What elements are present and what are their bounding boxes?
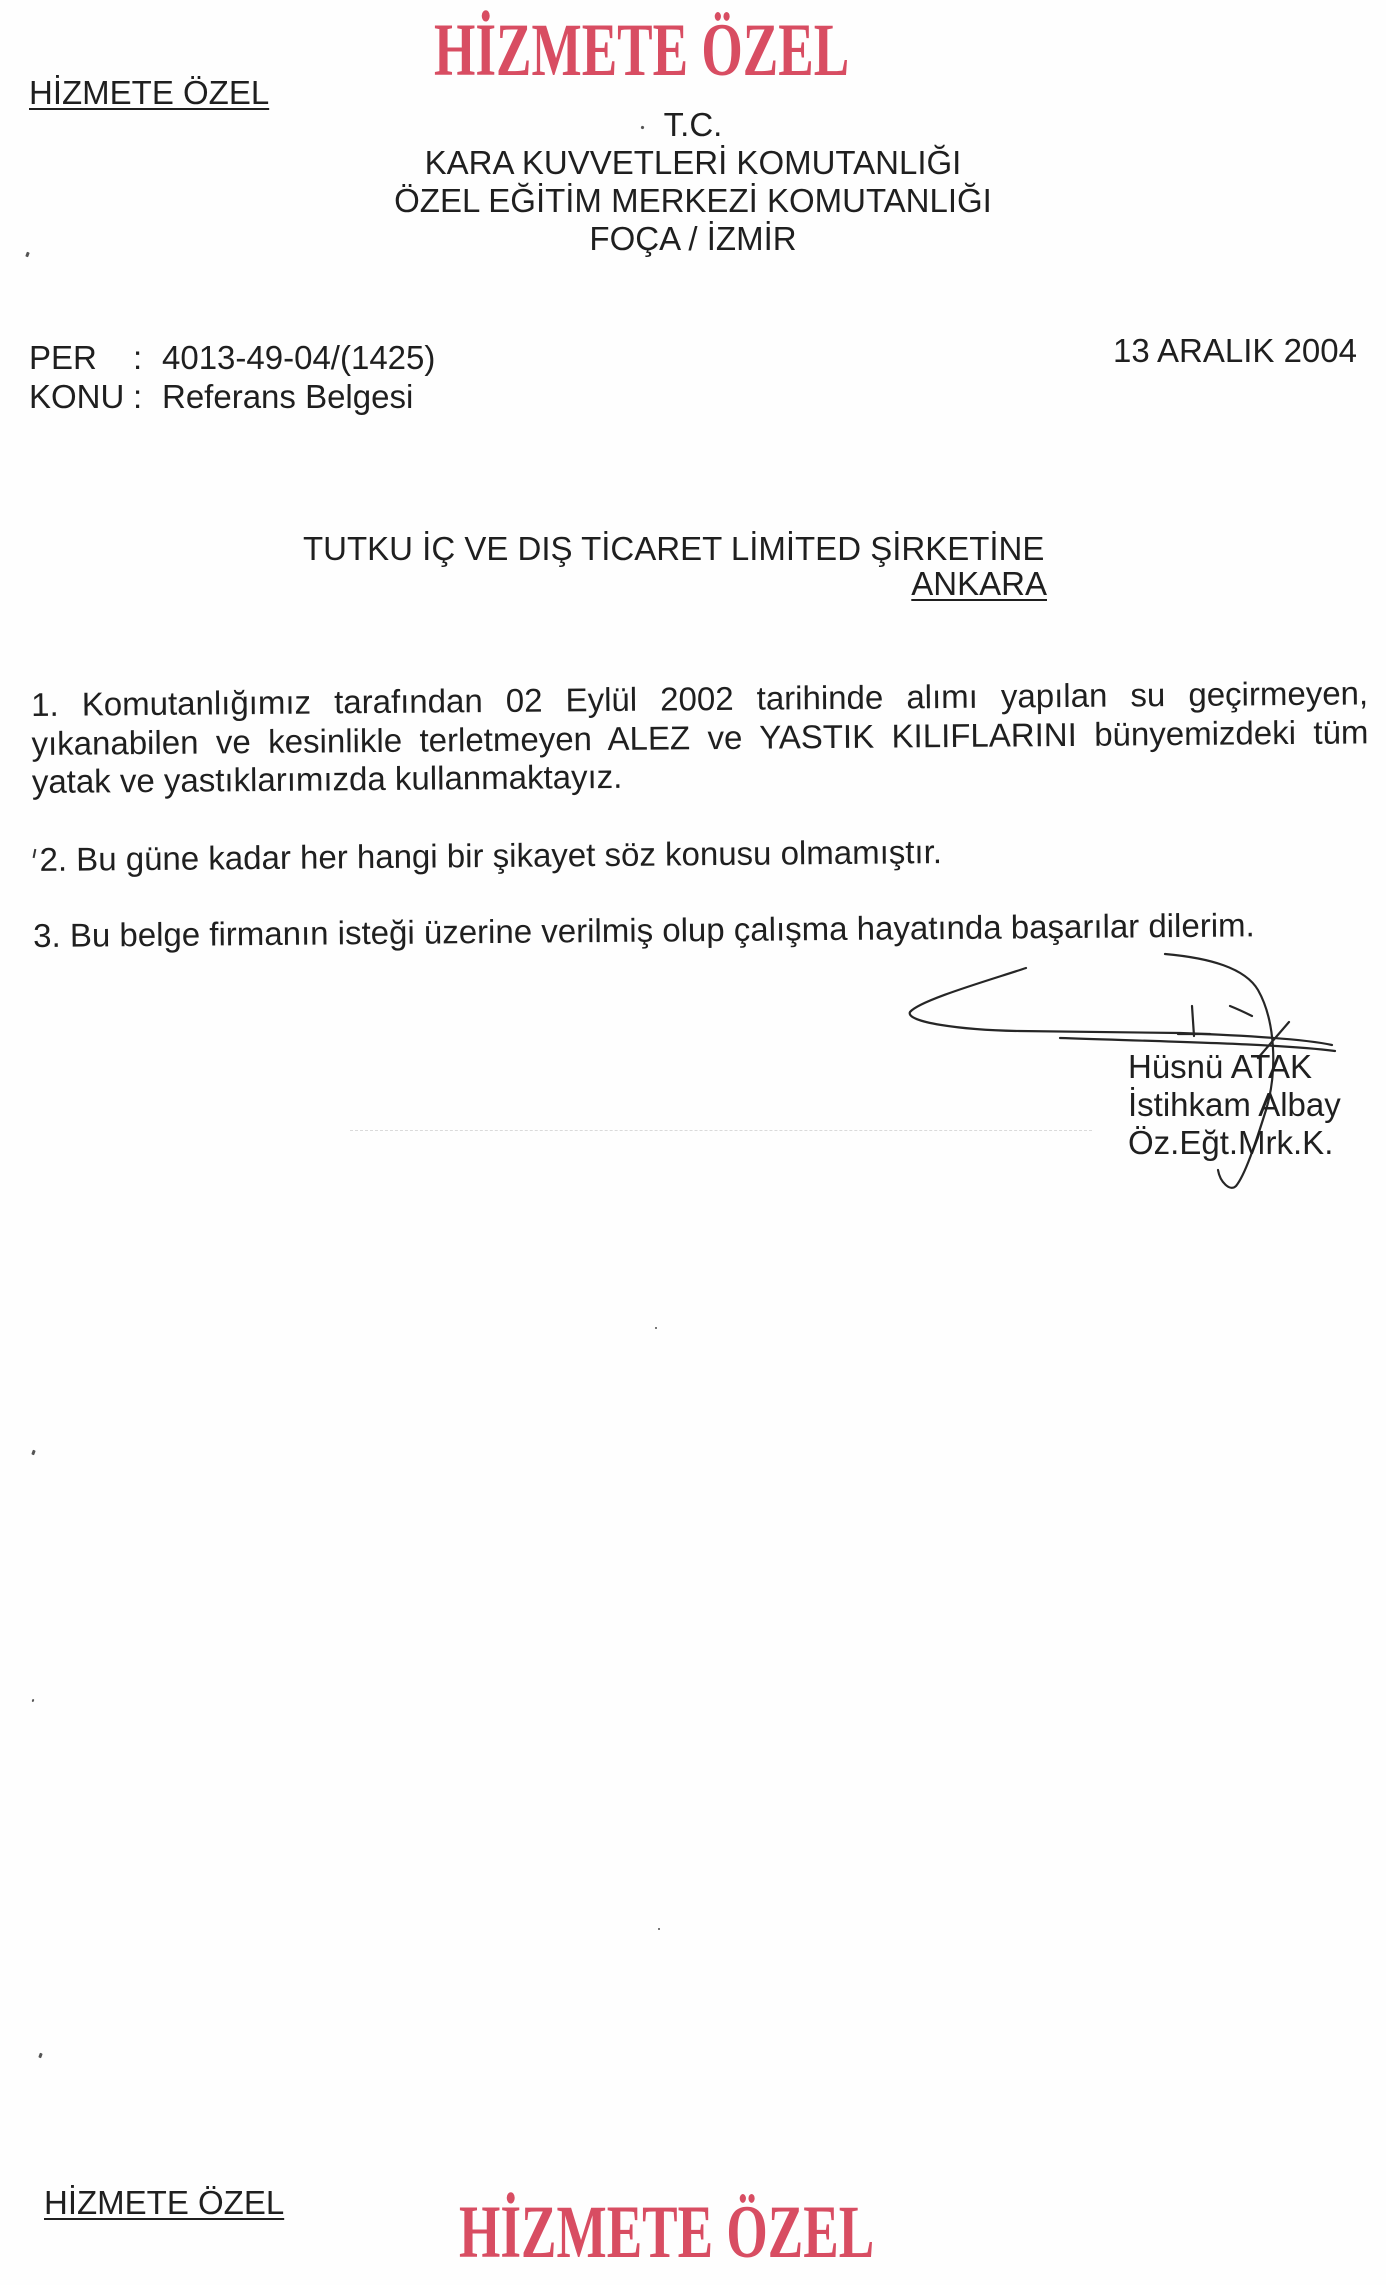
scan-speck (658, 1928, 661, 1931)
paragraph-1 (31, 674, 1369, 801)
scan-speck (38, 2053, 43, 2059)
classification-stamp-top: HİZMETE ÖZEL (434, 9, 850, 92)
letter-date: 13 ARALIK 2004 (1112, 332, 1357, 369)
letterhead-command: KARA KUVVETLERİ KOMUTANLIĞI (424, 144, 962, 181)
classification-label-top: HİZMETE ÖZEL (29, 74, 270, 111)
classification-stamp-bottom: HİZMETE ÖZEL (459, 2191, 875, 2274)
paragraph-1-line: 1. Komutanlığımız tarafından 02 Eylül 2002 tarihinde alımı yapılan su geçirmeyen, (31, 674, 1369, 724)
signature-stroke (1230, 1006, 1252, 1016)
paragraph-1-line: yıkanabilen ve kesinlikle terletmeyen ALEZ ve YASTIK KILIFLARINI bünyemizdeki tüm (31, 712, 1369, 762)
paragraph-2-text: 2. Bu güne kadar her hangi bir şikayet söz konusu olmamıştır. (39, 833, 943, 878)
letterhead-country: T.C. (663, 106, 723, 143)
letter-body (0, 0, 1386, 1000)
letterhead-location: FOÇA / İZMİR (589, 220, 797, 257)
signature-stroke (1192, 1006, 1194, 1036)
recipient-city: ANKARA (911, 565, 1047, 602)
reference-number-label: PER (29, 339, 97, 376)
signatory-name: Hüsnü ATAK (1128, 1048, 1313, 1085)
subject-label: KONU (29, 378, 125, 415)
reference-separator: : (133, 339, 143, 376)
signatory-rank: İstihkam Albay (1128, 1086, 1341, 1123)
subject-separator: : (133, 378, 143, 415)
scan-speck (31, 1450, 36, 1456)
scan-speck (655, 1327, 658, 1330)
scan-artifact-line (350, 1130, 1092, 1131)
recipient-name: TUTKU İÇ VE DIŞ TİCARET LİMİTED ŞİRKETİNE (303, 530, 1045, 567)
letterhead-unit: ÖZEL EĞİTİM MERKEZİ KOMUTANLIĞI (394, 182, 992, 219)
reference-number-value: 4013-49-04/(1425) (162, 339, 436, 376)
paragraph-1-line: yatak ve yastıklarımızda kullanmaktayız. (31, 757, 623, 800)
subject-value: Referans Belgesi (162, 378, 414, 415)
classification-label-bottom: HİZMETE ÖZEL (44, 2184, 285, 2221)
signatory-title: Öz.Eğt.Mrk.K. (1128, 1124, 1334, 1161)
signature-stroke (910, 968, 1332, 1045)
pen-tick-mark (32, 841, 39, 861)
paragraph-2 (32, 833, 942, 879)
scan-speck (32, 1699, 35, 1703)
paragraph-3: 3. Bu belge firmanın isteği üzerine verilmiş olup çalışma hayatında başarılar dilerim. (33, 906, 1255, 954)
signatory-block (1128, 1048, 1341, 1162)
